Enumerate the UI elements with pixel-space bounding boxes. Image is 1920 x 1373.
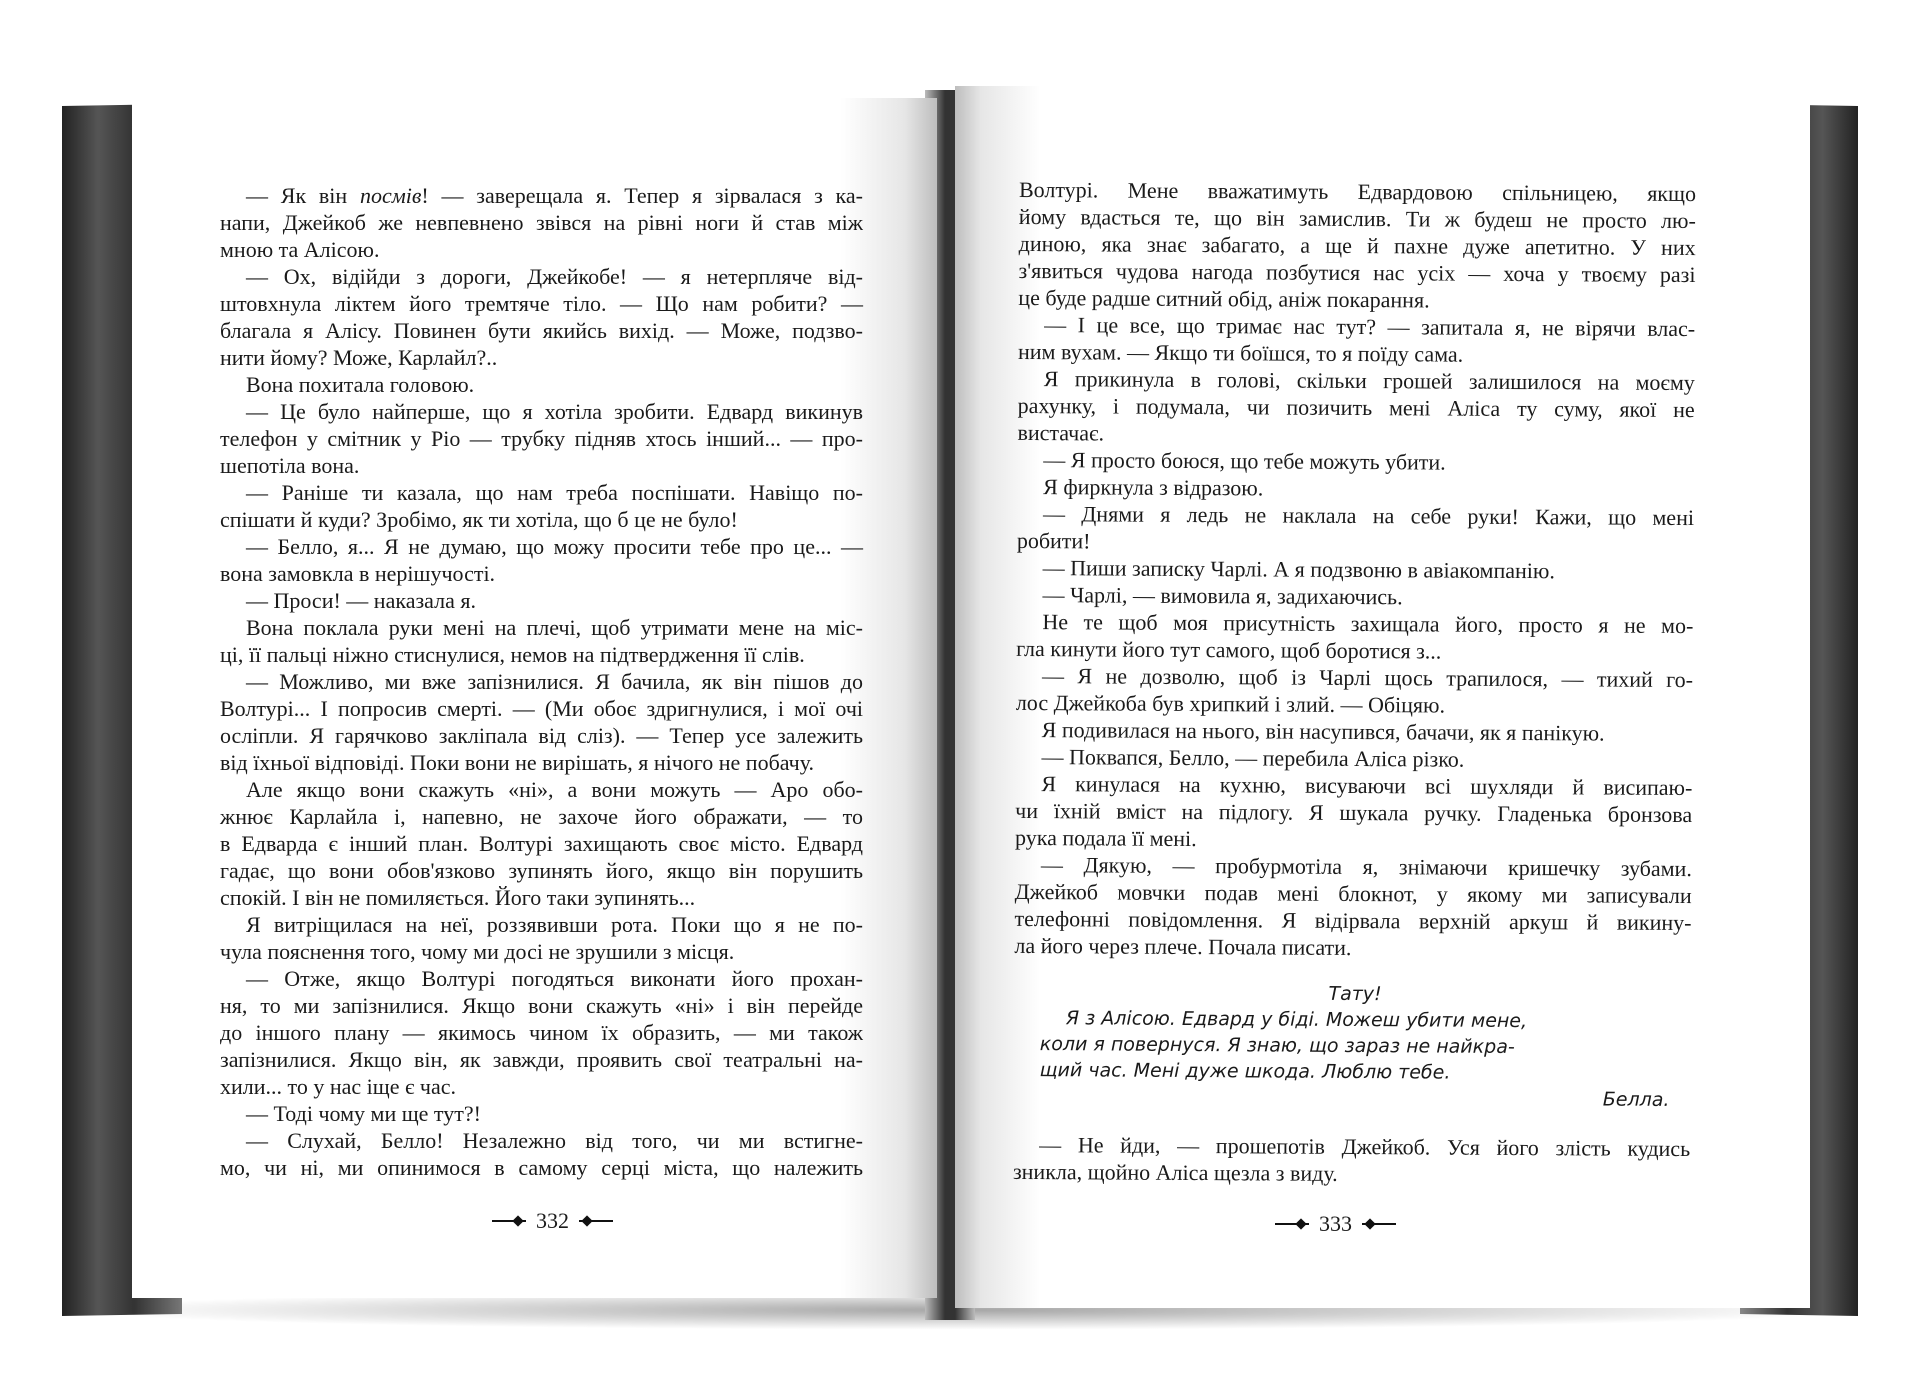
text-line: спішати й куди? Зробімо, як ти хотіла, що б це не було! <box>220 507 738 532</box>
text-line: лос Джейкоба був хрипкий і злий. — Обіцяю. <box>1015 689 1446 718</box>
text-line: робити! <box>1016 527 1091 554</box>
text-line: вистачає. <box>1017 419 1105 446</box>
text-segment: — Як він <box>246 183 360 208</box>
text-line: — Це було найперше, що я хотіла зробити. Едвард викинув <box>246 399 863 424</box>
paragraph <box>1016 608 1693 666</box>
text-line: — Поквапся, Белло, — перебила Аліса різко. <box>1041 744 1465 772</box>
text-line: зникла, щойно Аліса щезла з виду. <box>1012 1158 1338 1186</box>
text-line: диною, яка знає забагато, а ще й пахне дуже апетитно. У них <box>1018 230 1696 261</box>
text-line: Вона поклала руки мені на плечі, щоб утримати мене на міс- <box>246 615 863 640</box>
text-line: в Едварда є інший план. Волтурі захищають своє місто. Едвард <box>220 831 863 856</box>
page-number-left <box>492 1208 613 1234</box>
text-line: — Тоді чому ми ще тут?! <box>246 1101 481 1126</box>
text-line: — Слухай, Белло! Незалежно від того, чи ми встигне- <box>246 1128 863 1153</box>
text-line: вона замовкла в нерішучості. <box>220 561 496 586</box>
text-line: Але якщо вони скажуть «ні», а вони можуть — Аро обо- <box>246 777 863 802</box>
text-line: — Чарлі, — вимовила я, задихаючись. <box>1042 582 1403 610</box>
text-line: ці, її пальці ніжно стиснулися, немов на підтвердження її слів. <box>220 642 805 667</box>
paragraph <box>220 182 863 263</box>
paragraph <box>220 371 863 398</box>
paragraph <box>1016 716 1693 747</box>
text-line: рука подала її мені. <box>1014 824 1197 852</box>
text-line <box>220 182 863 209</box>
paragraph <box>220 587 863 614</box>
page-number-text: 332 <box>536 1208 569 1233</box>
text-line: жнює Карлайла і, напевно, не захоче його ображати, — то <box>220 804 863 829</box>
paragraph <box>1017 473 1694 504</box>
paragraph <box>220 263 863 371</box>
text-line: спокій. І він не помиляється. Його таки зупинять... <box>220 885 696 910</box>
text-line: — Проси! — наказала я. <box>246 588 476 613</box>
ornament-icon <box>1362 1222 1396 1226</box>
note-line: Я з Алісою. Едвард у біді. Можеш убити мене, <box>1065 1007 1528 1033</box>
italic-emphasis: посмів <box>359 183 422 208</box>
paragraph <box>1017 500 1694 558</box>
text-line: Я прикинула в голові, скільки грошей залишилося на моєму <box>1043 366 1695 396</box>
text-line: телефонні повідомлення. Я відірвала верхній аркуш й викину- <box>1014 905 1692 936</box>
text-line: осліпли. Я гарячково заклiпала від сліз). — Тепер усе залежить <box>220 723 863 748</box>
text-line: телефон у смітник у Ріо — трубку підняв хтось інший... — про- <box>220 426 863 451</box>
right-page-body-after-note <box>1013 1131 1690 1189</box>
handwritten-note <box>1039 979 1670 1113</box>
paragraph <box>1017 446 1694 477</box>
paragraph <box>1015 743 1692 774</box>
text-line: хили... то у нас іще є час. <box>220 1074 457 1099</box>
paragraph <box>220 398 863 479</box>
right-page <box>955 86 1810 1308</box>
text-line: — І це все, що тримає нас тут? — запитала я, не вірячи влас- <box>1044 312 1696 342</box>
text-line: гла кинути його тут самого, щоб боротися з... <box>1016 635 1442 664</box>
paragraph <box>1016 662 1693 720</box>
note-greeting: Тату! <box>1328 982 1382 1006</box>
text-line: до іншого плану — якимось чином їх образить, — ми також <box>220 1020 863 1045</box>
text-line: гадає, що вони обов'язково зупинять його, якщо він порушить <box>220 858 863 883</box>
paragraph <box>1018 311 1695 369</box>
text-line: мною та Алісою. <box>220 237 380 262</box>
text-line: — Днями я ледь не наклала на себе руки! Кажи, що мені <box>1042 501 1695 531</box>
text-line: Джейкоб мовчки подав мені блокнот, у якому ми записували <box>1014 878 1692 909</box>
text-line: нити йому? Може, Карлайл?.. <box>220 345 498 370</box>
ornament-icon <box>1275 1222 1309 1226</box>
text-line: Я витріщилася на неї, роззявивши рота. Поки що я не по- <box>246 912 863 937</box>
note-signature: Белла. <box>1602 1088 1670 1111</box>
text-line: — Белло, я... Я не думаю, що можу просити тебе про це... — <box>246 534 863 559</box>
text-segment: ! — заверещала я. Тепер я зірвалася з ка- <box>421 183 863 208</box>
text-line: чула пояснення того, чому ми досі не зрушили з місця. <box>220 939 735 964</box>
text-line: — Раніше ти казала, що нам треба поспішати. Навіщо по- <box>246 480 863 505</box>
paragraph <box>220 965 863 1100</box>
paragraph <box>220 668 863 776</box>
text-line: рахунку, і подумала, чи позичить мені Аліса ту суму, якої не <box>1017 392 1695 423</box>
text-line: — Дякую, — пробурмотіла я, знімаючи кришечку зубами. <box>1040 852 1692 882</box>
paragraph <box>220 614 863 668</box>
ornament-icon <box>579 1219 613 1223</box>
text-line: Я фиркнула з відразою. <box>1043 474 1264 501</box>
paragraph <box>220 776 863 911</box>
text-line: ла його через плече. Почала писати. <box>1014 932 1352 960</box>
paragraph <box>220 533 863 587</box>
text-line: це буде радше ситний обід, аніж покарання. <box>1018 284 1430 313</box>
right-page-text <box>1013 176 1696 1189</box>
note-line: щий час. Мені дуже шкода. Люблю тебе. <box>1039 1059 1451 1084</box>
paragraph <box>220 1127 863 1181</box>
paragraph <box>1017 365 1694 450</box>
paragraph <box>1013 1131 1690 1189</box>
text-line: — Пиши записку Чарлі. А я подзвоню в авіакомпанію. <box>1042 555 1555 584</box>
text-line: мо, чи ні, ми опинимося в самому серці міста, що належить <box>220 1155 863 1180</box>
paragraph <box>1018 176 1696 315</box>
paragraph <box>1016 581 1693 612</box>
page-number-right <box>1275 1211 1396 1237</box>
text-line: ня, то ми запізнилися. Якщо вони скажуть «ні» і він перейде <box>220 993 863 1018</box>
text-line: благала я Алісу. Повинен бути якийсь вихід. — Може, подзво- <box>220 318 863 343</box>
text-line: від їхньої відповіді. Поки вони не вирішать, я нічого не побачу. <box>220 750 815 775</box>
paragraph <box>1015 770 1692 855</box>
text-line: — Отже, якщо Волтурі погодяться виконати його прохан- <box>246 966 863 991</box>
note-line: коли я повернуся. Я знаю, що зараз не найкра- <box>1039 1033 1515 1058</box>
paragraph <box>1017 554 1694 585</box>
paragraph <box>220 1100 863 1127</box>
text-line: ним вухам. — Якщо ти боїшся, то я поїду сама. <box>1017 338 1464 367</box>
text-line: шепотіла вона. <box>220 453 360 478</box>
paragraph <box>220 479 863 533</box>
text-line: з'явиться чудова нагода позбутися нас усіх — хоча у твоєму разі <box>1018 257 1696 288</box>
text-line: напи, Джейкоб же невпевнено звівся на рівні ноги й став між <box>220 210 863 235</box>
left-page <box>132 98 937 1298</box>
paragraph <box>1014 851 1692 963</box>
page-number-text: 333 <box>1319 1211 1352 1236</box>
right-page-body <box>1014 176 1696 963</box>
text-line: Не те щоб моя присутність захищала його, просто я не мо- <box>1042 609 1694 639</box>
text-line: Я подивилася на нього, він насупився, бачачи, як я панікую. <box>1041 717 1605 746</box>
text-line: штовхнула ліктем його тремтяче тіло. — Що нам робити? — <box>220 291 863 316</box>
text-line: — Я не дозволю, щоб із Чарлі щось трапилося, — тихий го- <box>1041 663 1694 693</box>
text-line: — Не йди, — прошепотів Джейкоб. Уся його злість кудись <box>1039 1132 1691 1162</box>
ornament-icon <box>492 1219 526 1223</box>
text-line: — Я просто боюся, що тебе можуть убити. <box>1043 447 1446 475</box>
text-line: — Можливо, ми вже запізнилися. Я бачила, як він пішов до <box>246 669 863 694</box>
text-line: Вона похитала головою. <box>246 372 475 397</box>
text-line: йому вдасться те, що він замислив. Ти ж будеш не просто лю- <box>1018 203 1696 234</box>
text-line: Волтурі. Мене вважатимуть Едвардовою спільницею, якщо <box>1018 176 1697 207</box>
text-line: запізнилися. Якщо він, як завжди, проявить свої театральні на- <box>220 1047 863 1072</box>
left-page-text <box>220 182 863 1181</box>
text-line: Волтурі... І попросив смерті. — (Ми обоє здригнулися, і мої очі <box>220 696 863 721</box>
text-line: — Ох, відійди з дороги, Джейкобе! — я нетерпляче від- <box>246 264 863 289</box>
text-line: чи їхній вміст на підлогу. Я шукала ручку. Гладенька бронзова <box>1015 797 1693 828</box>
text-line: Я кинулася на кухню, висуваючи всі шухляди й висипаю- <box>1041 771 1693 801</box>
paragraph <box>220 911 863 965</box>
